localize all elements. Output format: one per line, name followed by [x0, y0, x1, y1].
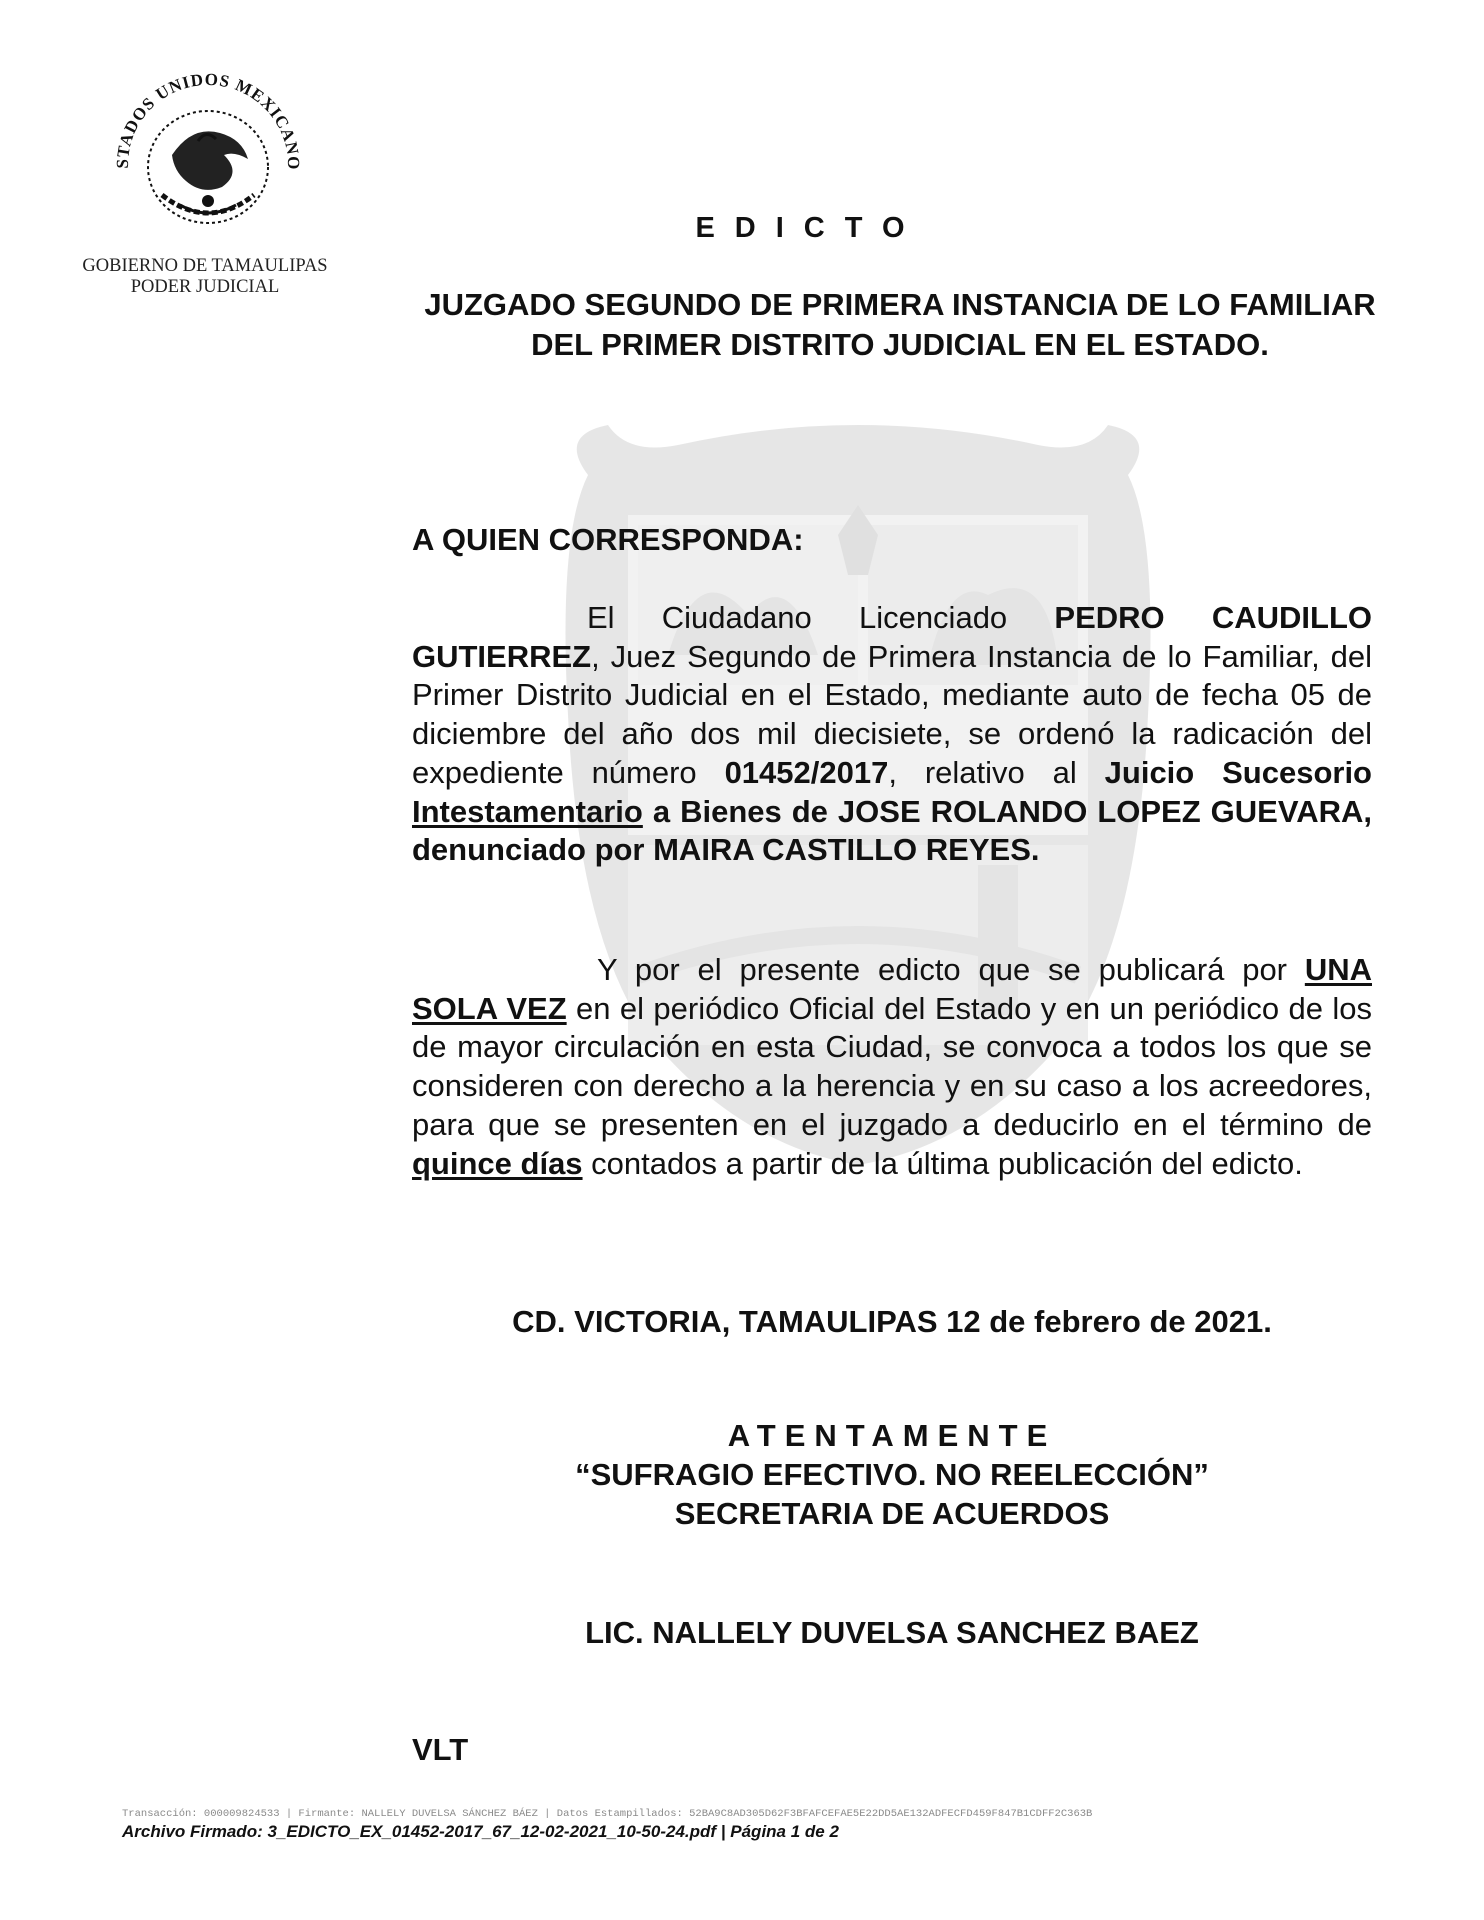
p1-text-2: , Juez Segundo de Primera Instancia de lo Familiar, del Primer Distrito Judicial en el Estado, mediante auto de fecha 05 de diciembre del año dos mil diecisiete, se ordenó la radicación del expediente número — [412, 638, 1372, 790]
p2-underline-1: UNA SOLA VEZ — [412, 952, 1372, 1026]
p1-underline-1: Intestamentario — [412, 793, 643, 829]
paragraph-2 — [412, 951, 1372, 1183]
national-seal-icon — [102, 55, 314, 245]
p1-text-1: El Ciudadano Licenciado — [587, 600, 1055, 635]
page-title: EDICTO — [695, 212, 925, 244]
case-number: 01452/2017 — [724, 754, 889, 790]
p1-text-3: , relativo al — [888, 754, 1105, 790]
place-date: CD. VICTORIA, TAMAULIPAS 12 de febrero de 2021. — [512, 1304, 1272, 1339]
seal-text: STADOS UNIDOS MEXICANO — [112, 69, 304, 171]
seal-caption — [60, 256, 350, 298]
closing-atentamente: ATENTAMENTE — [727, 1418, 1057, 1453]
p2-text-2: en el periódico Oficial del Estado y en un periódico de los de mayor circulación en esta Ciudad, se convoca a todos los que se consideren con derecho a la herencia y en su caso a los acreedores, para que se presenten en el juzgado a deducirlo en el término de — [412, 990, 1372, 1142]
signer-name: LIC. NALLELY DUVELSA SANCHEZ BAEZ — [585, 1615, 1199, 1650]
signed-file-info: Archivo Firmado: 3_EDICTO_EX_01452-2017_67_12-02-2021_10-50-24.pdf | Página 1 de 2 — [122, 1822, 839, 1841]
judicial-branch-name: PODER JUDICIAL — [130, 277, 280, 297]
closing-motto: “SUFRAGIO EFECTIVO. NO REELECCIÓN” — [575, 1457, 1209, 1492]
p1-bold-1: Juicio Sucesorio — [1104, 754, 1372, 790]
p2-text-1: Y por el presente edicto que se publicará por — [597, 952, 1305, 987]
court-name: JUZGADO SEGUNDO DE PRIMERA INSTANCIA DE LO FAMILIAR DEL PRIMER DISTRITO JUDICIAL EN EL ESTADO. — [424, 287, 1376, 362]
closing-block — [412, 1416, 1372, 1533]
p2-text-3: contados a partir de la última publicación del edicto. — [582, 1145, 1303, 1181]
paragraph-1 — [412, 599, 1372, 870]
judge-name: PEDRO CAUDILLO GUTIERREZ — [412, 600, 1372, 674]
initials: VLT — [412, 1732, 469, 1767]
signature-metadata: Transacción: 000009824533 | Firmante: NALLELY DUVELSA SÁNCHEZ BÁEZ | Datos Estampillados: 52BA9C8AD305D62F3BFAFCEFAE5E22DD5AE132ADFECFD459F847B1CDFF2C363B — [122, 1808, 1093, 1820]
addressee: A QUIEN CORRESPONDA: — [412, 522, 804, 557]
p2-underline-2: quince días — [412, 1145, 583, 1181]
government-name: GOBIERNO DE TAMAULIPAS — [82, 256, 328, 276]
closing-office: SECRETARIA DE ACUERDOS — [674, 1496, 1110, 1531]
p1-bold-2: a Bienes de JOSE ROLANDO LOPEZ GUEVARA, denunciado por MAIRA CASTILLO REYES. — [412, 793, 1372, 868]
